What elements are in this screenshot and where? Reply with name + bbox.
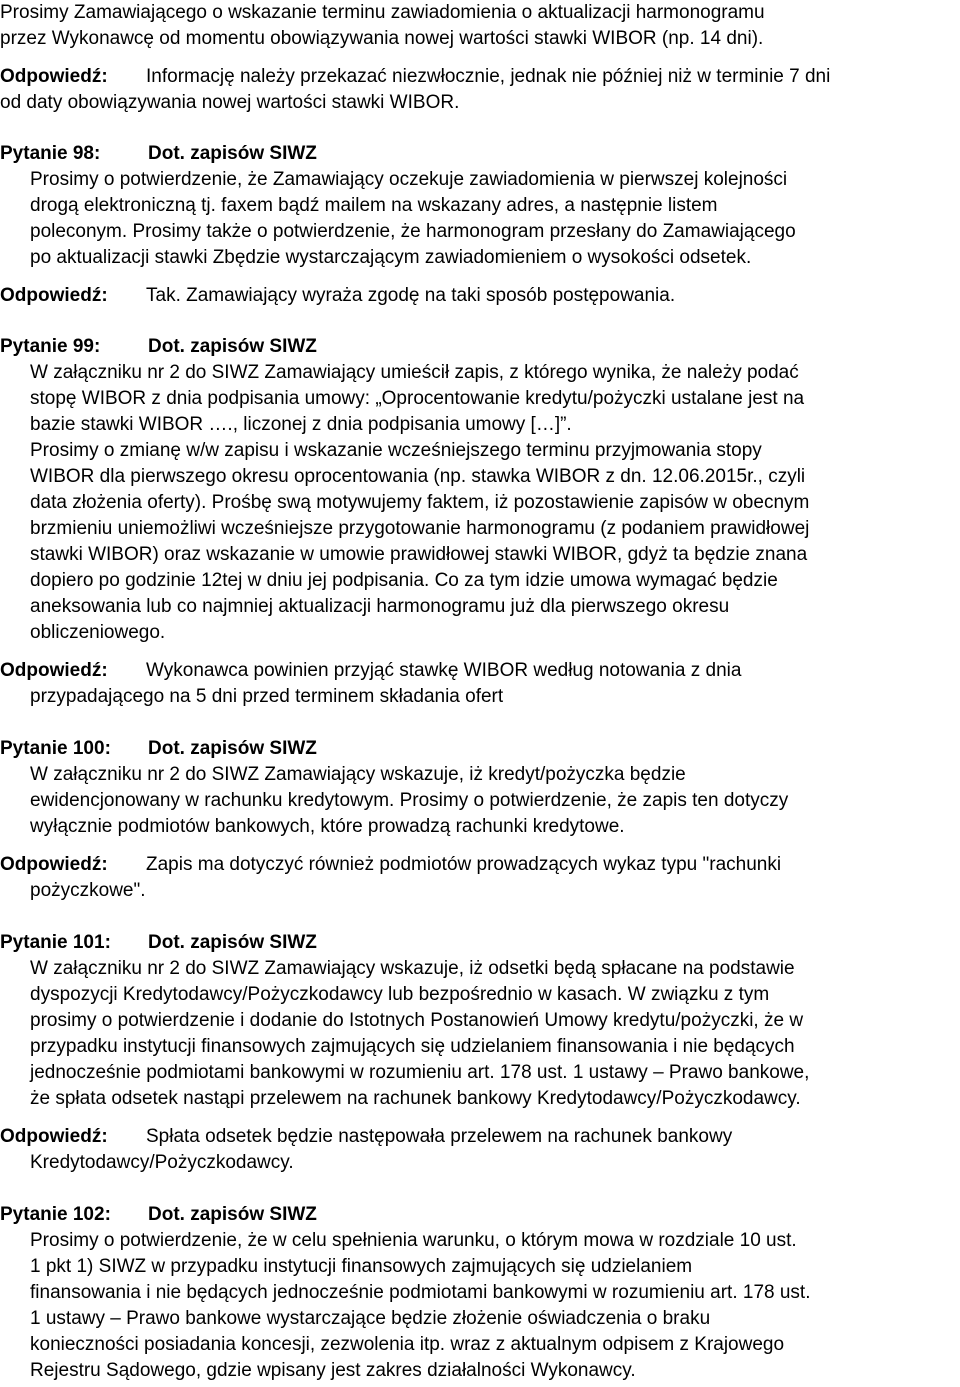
question-line: Prosimy o potwierdzenie, że w celu spełnienia warunku, o którym mowa w rozdziale 10 ust. <box>30 1230 797 1251</box>
question-line: konieczności posiadania koncesji, zezwolenia itp. wraz z aktualnym odpisem z Krajowego <box>30 1334 785 1355</box>
answer-label: Odpowiedź: <box>0 660 108 681</box>
question-label: Pytanie 100: <box>0 738 111 759</box>
answer-line: Tak. Zamawiający wyraża zgodę na taki sposób postępowania. <box>146 285 676 306</box>
answer-line: Zapis ma dotyczyć również podmiotów prowadzących wykaz typu "rachunki <box>146 854 782 875</box>
question-line: stopę WIBOR z dnia podpisania umowy: „Oprocentowanie kredytu/pożyczki ustalane jest na <box>30 388 805 409</box>
question-line: po aktualizacji stawki Zbędzie wystarczającym zawiadomieniem o wysokości odsetek. <box>30 247 752 268</box>
question-line: poleconym. Prosimy także o potwierdzenie, że harmonogram przesłany do Zamawiającego <box>30 221 796 242</box>
question-line: stawki WIBOR) oraz wskazanie w umowie prawidłowej stawki WIBOR, gdyż ta będzie znana <box>30 544 808 565</box>
question-line: przypadku instytucji finansowych zajmujących się udzielaniem finansowania i nie będących <box>30 1036 795 1057</box>
question-line: ewidencjonowany w rachunku kredytowym. Prosimy o potwierdzenie, że zapis ten dotyczy <box>30 790 789 811</box>
answer-line: Wykonawca powinien przyjąć stawkę WIBOR według notowania z dnia <box>146 660 742 681</box>
question-ref: Dot. zapisów SIWZ <box>148 932 317 953</box>
question-line: Rejestru Sądowego, gdzie wpisany jest zakres działalności Wykonawcy. <box>30 1360 636 1381</box>
question-line: prosimy o potwierdzenie i dodanie do Istotnych Postanowień Umowy kredytu/pożyczki, że w <box>30 1010 804 1031</box>
answer-label: Odpowiedź: <box>0 66 108 87</box>
question-ref: Dot. zapisów SIWZ <box>148 1204 317 1225</box>
question-label: Pytanie 99: <box>0 336 101 357</box>
question-line: dyspozycji Kredytodawcy/Pożyczkodawcy lub bezpośrednio w kasach. W związku z tym <box>30 984 770 1005</box>
question-ref: Dot. zapisów SIWZ <box>148 336 317 357</box>
question-line: 1 pkt 1) SIWZ w przypadku instytucji finansowych zajmujących się udzielaniem <box>30 1256 693 1277</box>
answer-line: pożyczkowe". <box>30 880 146 901</box>
answer-label: Odpowiedź: <box>0 285 108 306</box>
question-line: data złożenia oferty). Prośbę swą motywujemy faktem, iż pozostawienie zapisów w obecnym <box>30 492 810 513</box>
question-line: że spłata odsetek nastąpi przelewem na rachunek bankowy Kredytodawcy/Pożyczkodawcy. <box>30 1088 801 1109</box>
question-line: WIBOR dla pierwszego okresu oprocentowania (np. stawka WIBOR z dn. 12.06.2015r., czyli <box>30 466 806 487</box>
question-label: Pytanie 98: <box>0 143 101 164</box>
question-line: finansowania i nie będących jednocześnie podmiotami bankowymi w rozumieniu art. 178 ust. <box>30 1282 811 1303</box>
answer-label: Odpowiedź: <box>0 1126 108 1147</box>
question-line: jednocześnie podmiotami bankowymi w rozumieniu art. 178 ust. 1 ustawy – Prawo bankowe, <box>30 1062 810 1083</box>
question-line: W załączniku nr 2 do SIWZ Zamawiający umieścił zapis, z którego wynika, że należy podać <box>30 362 799 383</box>
question-line: Prosimy o zmianę w/w zapisu i wskazanie wcześniejszego terminu przyjmowania stopy <box>30 440 762 461</box>
question-line: 1 ustawy – Prawo bankowe wystarczające będzie złożenie oświadczenia o braku <box>30 1308 711 1329</box>
question-line: Prosimy o potwierdzenie, że Zamawiający oczekuje zawiadomienia w pierwszej kolejności <box>30 169 788 190</box>
intro-line: przez Wykonawcę od momentu obowiązywania nowej wartości stawki WIBOR (np. 14 dni). <box>0 28 764 49</box>
answer-line: od daty obowiązywania nowej wartości stawki WIBOR. <box>0 92 460 113</box>
question-line: W załączniku nr 2 do SIWZ Zamawiający wskazuje, iż odsetki będą spłacane na podstawie <box>30 958 795 979</box>
answer-line: przypadającego na 5 dni przed terminem składania ofert <box>30 686 504 707</box>
answer-line: Kredytodawcy/Pożyczkodawcy. <box>30 1152 294 1173</box>
question-line: aneksowania lub co najmniej aktualizacji harmonogramu już dla pierwszego okresu <box>30 596 730 617</box>
question-label: Pytanie 101: <box>0 932 111 953</box>
question-line: drogą elektroniczną tj. faxem bądź mailem na wskazany adres, a następnie listem <box>30 195 718 216</box>
question-line: wyłącznie podmiotów bankowych, które prowadzą rachunki kredytowe. <box>30 816 625 837</box>
question-line: W załączniku nr 2 do SIWZ Zamawiający wskazuje, iż kredyt/pożyczka będzie <box>30 764 686 785</box>
answer-line: Spłata odsetek będzie następowała przelewem na rachunek bankowy <box>146 1126 733 1147</box>
question-line: brzmieniu uniemożliwi wcześniejsze przygotowanie harmonogramu (z podaniem prawidłowej <box>30 518 810 539</box>
question-line: bazie stawki WIBOR …., liczonej z dnia podpisania umowy […]”. <box>30 414 572 435</box>
question-ref: Dot. zapisów SIWZ <box>148 738 317 759</box>
question-ref: Dot. zapisów SIWZ <box>148 143 317 164</box>
intro-line: Prosimy Zamawiającego o wskazanie terminu zawiadomienia o aktualizacji harmonogramu <box>0 2 765 23</box>
question-line: obliczeniowego. <box>30 622 166 643</box>
question-line: dopiero po godzinie 12tej w dniu jej podpisania. Co za tym idzie umowa wymagać będzie <box>30 570 778 591</box>
answer-line: Informację należy przekazać niezwłocznie, jednak nie później niż w terminie 7 dni <box>146 66 831 87</box>
answer-label: Odpowiedź: <box>0 854 108 875</box>
question-label: Pytanie 102: <box>0 1204 111 1225</box>
